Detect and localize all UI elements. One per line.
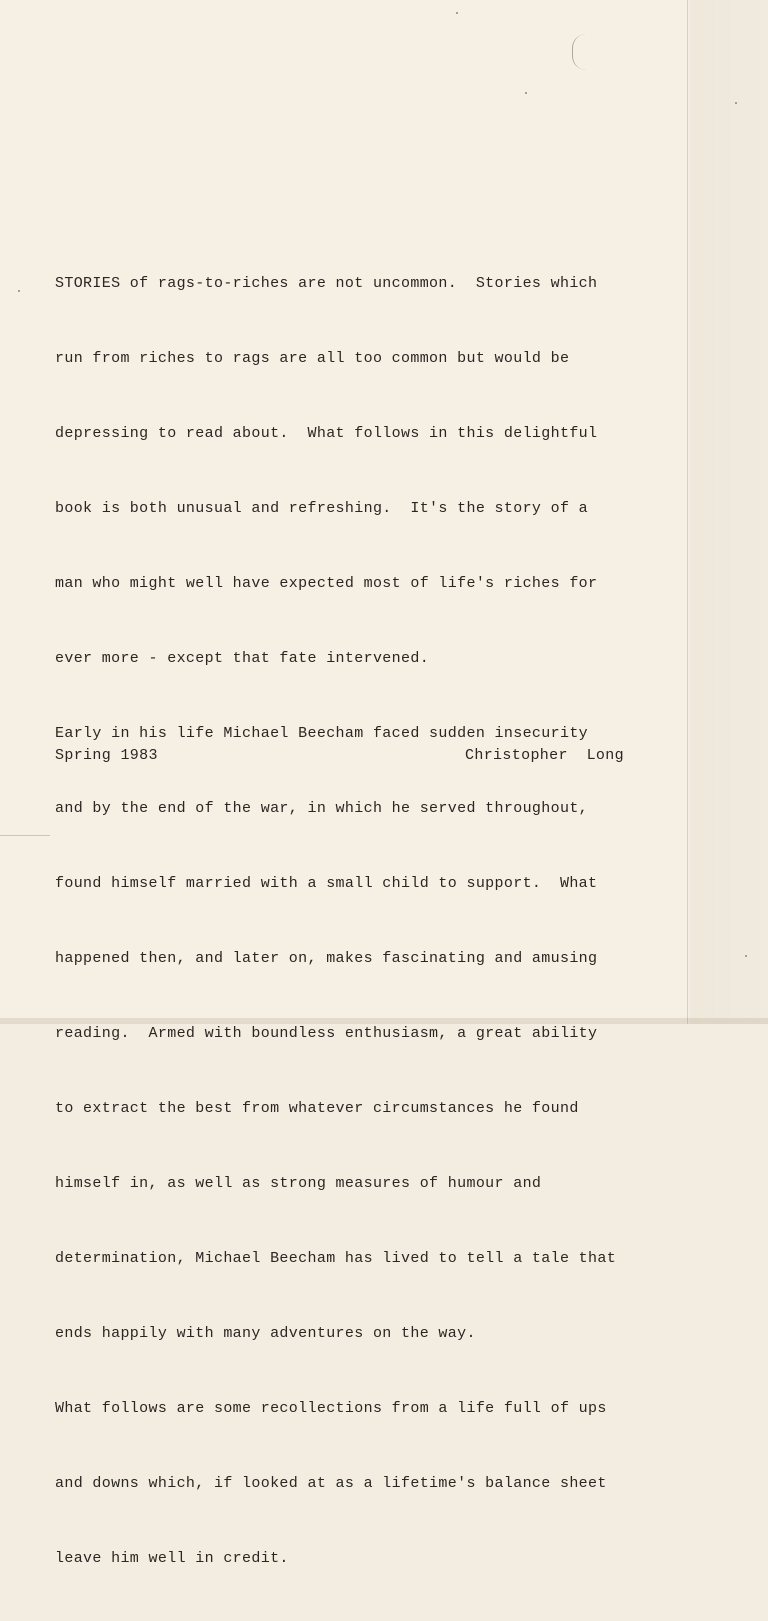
paper-speck	[745, 955, 747, 957]
signoff-date: Spring 1983	[55, 747, 158, 764]
foreword-line: determination, Michael Beecham has lived to tell a tale that	[55, 1250, 617, 1267]
foreword-line: and downs which, if looked at as a lifetime's balance sheet	[55, 1475, 607, 1492]
foreword-line: leave him well in credit.	[55, 1550, 289, 1567]
fold-mark	[0, 835, 50, 836]
foreword-line: found himself married with a small child to support. What	[55, 875, 598, 892]
foreword-line: STORIES of rags-to-riches are not uncommon. Stories which	[55, 275, 598, 292]
foreword-line: run from riches to rags are all too common but would be	[55, 350, 570, 367]
foreword-line: man who might well have expected most of life's riches for	[55, 575, 598, 592]
foreword-line: happened then, and later on, makes fascinating and amusing	[55, 950, 598, 967]
foreword-line: Early in his life Michael Beecham faced sudden insecurity	[55, 725, 589, 742]
foreword-line: book is both unusual and refreshing. It's the story of a	[55, 500, 589, 517]
pencil-mark	[572, 34, 587, 70]
foreword-line: ever more - except that fate intervened.	[55, 650, 430, 667]
paper-edge-strip	[687, 0, 768, 1024]
foreword-text	[55, 221, 675, 1621]
foreword-line: himself in, as well as strong measures of humour and	[55, 1175, 542, 1192]
paper-speck	[456, 12, 458, 14]
foreword-line: depressing to read about. What follows in this delightful	[55, 425, 598, 442]
paper-speck	[735, 102, 737, 104]
foreword-line: What follows are some recollections from a life full of ups	[55, 1400, 607, 1417]
paper-speck	[18, 290, 20, 292]
signoff-author: Christopher Long	[465, 747, 624, 764]
paper-speck	[525, 92, 527, 94]
foreword-line: reading. Armed with boundless enthusiasm, a great ability	[55, 1025, 598, 1042]
foreword-line: and by the end of the war, in which he served throughout,	[55, 800, 589, 817]
foreword-line: to extract the best from whatever circumstances he found	[55, 1100, 579, 1117]
foreword-line: ends happily with many adventures on the way.	[55, 1325, 476, 1342]
